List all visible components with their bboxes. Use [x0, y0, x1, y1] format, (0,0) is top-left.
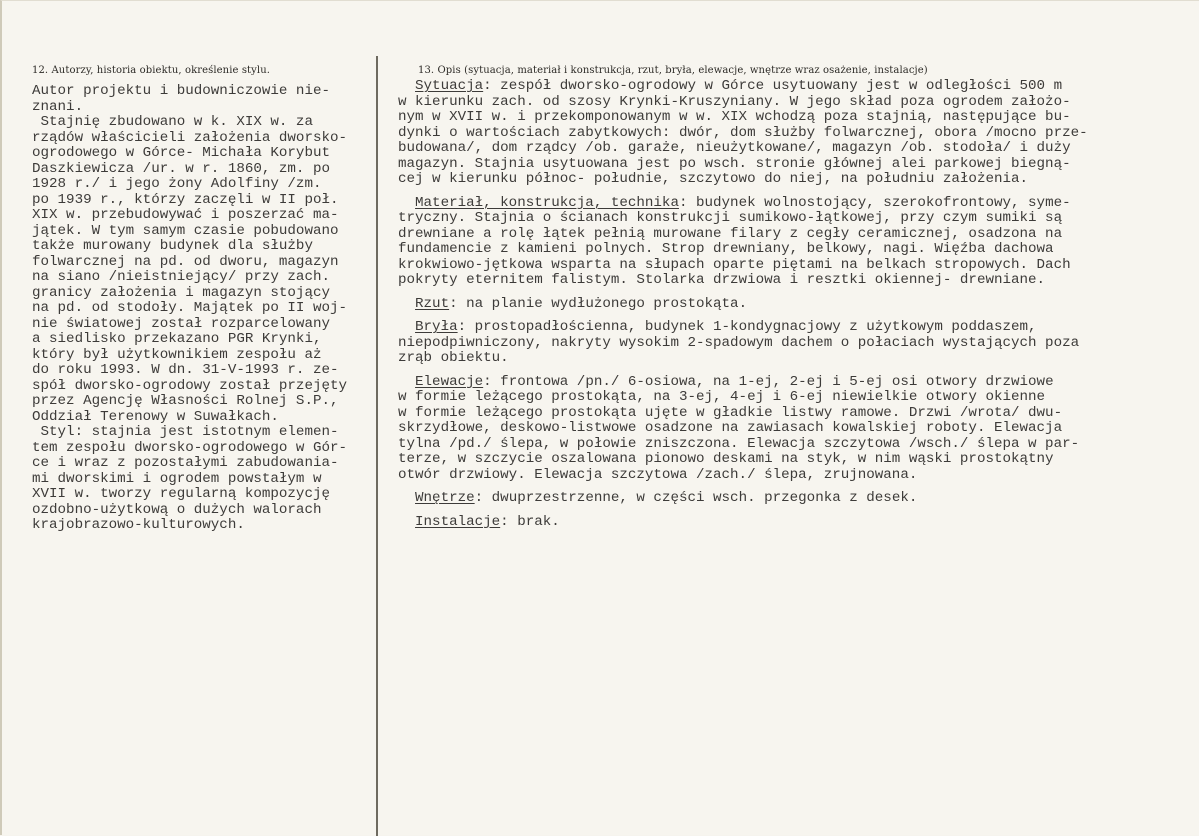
description-text-block [398, 79, 1088, 530]
history-text-line: Styl: stajnia jest istotnym elemen- [32, 424, 339, 440]
history-text-line: krajobrazowo-kulturowych. [32, 517, 245, 533]
paragraph-first-line [398, 196, 1088, 212]
history-text-line: na siano /nieistniejący/ przy zach. [32, 269, 330, 285]
paragraph-first-line-text: : budynek wolnostojący, szerokofrontowy, syme- [678, 194, 1071, 211]
paragraph-label: Wnętrze [415, 490, 475, 506]
description-text-line: w formie leżącego prostokąta ujęte w gładkie listwy ramowe. Drzwi /wrota/ dwu- [398, 404, 1063, 421]
paragraph-label: Elewacje [415, 373, 484, 390]
history-text-line: przez Agencję Własności Rolnej S.P., [32, 393, 339, 409]
history-text-line: znani. [32, 98, 84, 115]
history-text-line: jątek. W tym samym czasie pobudowano [32, 222, 339, 239]
description-text-line: otwór drzwiowy. Elewacja szczytowa /zach./ ślepa, zrujnowana. [398, 466, 918, 483]
history-text-line: Stajnię zbudowano w k. XIX w. za [32, 114, 313, 130]
description-text-line: pokryty eternitem falistym. Stolarka drzwiowa i resztki okiennej- drewniane. [398, 272, 1046, 288]
description-paragraph [398, 320, 1088, 367]
paragraph-first-line-text: : zespół dworsko-ogrodowy w Górce usytuowany jest w odległości 500 m [483, 78, 1063, 94]
paragraph-first-line-text: : dwuprzestrzenne, w części wsch. przegonka z desek. [474, 490, 918, 506]
history-text-line: tem zespołu dworsko-ogrodowego w Gór- [32, 439, 348, 456]
history-text-line: ogrodowego w Górce- Michała Korybut [32, 145, 330, 161]
section-13-header: 13. Opis (sytuacja, materiał i konstrukcja, rzut, bryła, elewacje, wnętrze wraz osażenie, instalacje) [418, 65, 928, 76]
description-text-line: w formie leżącego prostokąta, na 3-ej, 4-ej i 6-ej niewielkie otwory okienne [398, 389, 1046, 405]
history-text-line: 1928 r./ i jego żony Adolfiny /zm. [32, 176, 322, 192]
history-text-line: nie światowej został rozparcelowany [32, 315, 330, 332]
description-text-line: krokwiowo-jętkowa wsparta na słupach oparte piętami na belkach stropowych. Dach [398, 256, 1071, 273]
description-text-line: nym w XVII w. i przekomponowanym w w. XIX wchodzą poza stajnią, następujące bu- [398, 109, 1071, 125]
paragraph-label: Bryła [415, 319, 458, 335]
description-text-line: terze, w szczycie oszalowana pionowo deskami na styk, w nim wąski prostokątny [398, 451, 1054, 467]
paragraph-first-line-text: : prostopadłościenna, budynek 1-kondygnacjowy z użytkowym poddaszem, [457, 319, 1037, 335]
paragraph-first-line-text: : brak. [500, 513, 560, 530]
description-text-line: tryczny. Stajnia o ścianach konstrukcji sumikowo-łątkowej, przy czym sumiki są [398, 210, 1063, 226]
description-text-line: skrzydłowe, deskowo-listwowe osadzone na zawiasach kowalskiej roboty. Elewacja [398, 420, 1063, 436]
description-text-line: drewniane a rolę łątek pełnią murowane filary z cegły ceramicznej, osadzona na [398, 225, 1063, 242]
history-text-line: Oddział Terenowy w Suwałkach. [32, 408, 279, 425]
description-text-line: fundamencie z kamieni polnych. Strop drewniany, belkowy, nagi. Więźba dachowa [398, 241, 1054, 257]
history-text-line: mi dworskimi i ogrodem powstałym w [32, 470, 322, 487]
description-text-line: zrąb obiektu. [398, 350, 509, 366]
description-text-line: w kierunku zach. od szosy Krynki-Kruszyniany. W jego skład poza ogrodem założo- [398, 93, 1071, 110]
paragraph-label: Instalacje [415, 513, 501, 530]
paragraph-label: Sytuacja [415, 78, 484, 94]
history-text-line: ozdobno-użytkową o dużych walorach [32, 501, 322, 518]
history-text-line: do roku 1993. W dn. 31-V-1993 r. ze- [32, 362, 339, 378]
description-paragraph [398, 196, 1088, 289]
history-text-line: Autor projektu i budowniczowie nie- [32, 83, 330, 99]
history-text-line: a siedlisko przekazano PGR Krynki, [32, 331, 322, 347]
section-12-header: 12. Autorzy, historia obiektu, określenie stylu. [32, 65, 271, 76]
history-text-line: XIX w. przebudowywać i poszerzać ma- [32, 207, 339, 223]
history-text-line: folwarcznej na pd. od dworu, magazyn [32, 253, 339, 270]
description-text-line: cej w kierunku północ- południe, szczytowo do niej, na południu założenia. [398, 171, 1029, 187]
description-text-line: niepodpiwniczony, nakryty wysokim 2-spadowym dachem o połaciach wystających poza [398, 334, 1080, 351]
paragraph-first-line [398, 297, 1088, 313]
history-text-line: rządów właścicieli założenia dworsko- [32, 129, 348, 146]
paragraph-first-line [398, 79, 1088, 95]
description-text-line: magazyn. Stajnia usytuowana jest po wsch. stronie głównej alei parkowej biegną- [398, 155, 1071, 172]
description-text-line: dynki o wartościach zabytkowych: dwór, dom służby folwarcznej, obora /mocno prze- [398, 124, 1088, 141]
description-paragraph [398, 297, 1088, 313]
paragraph-first-line [398, 375, 1088, 391]
description-paragraph [398, 79, 1088, 188]
description-paragraph [398, 375, 1088, 484]
history-text-line: także murowany budynek dla służby [32, 238, 313, 254]
history-text-line: który był użytkownikiem zespołu aż [32, 346, 322, 363]
history-text-line: spół dworsko-ogrodowy został przejęty [32, 377, 348, 394]
history-text-block [32, 84, 347, 534]
description-paragraph [398, 491, 1088, 507]
history-text-line: granicy założenia i magazyn stojący [32, 284, 330, 301]
history-text-line: ce i wraz z pozostałymi zabudowania- [32, 455, 339, 471]
description-text-line: tylna /pd./ ślepa, w połowie zniszczona. Elewacja szczytowa /wsch./ ślepa w par- [398, 435, 1080, 452]
paragraph-first-line [398, 320, 1088, 336]
description-text-line: budowana/, dom rządcy /ob. garaże, nieużytkowane/, magazyn /ob. stodoła/ i duży [398, 140, 1071, 156]
paragraph-first-line [398, 491, 1088, 507]
history-text-line: na pd. od stodoły. Majątek po II woj- [32, 300, 348, 316]
paragraph-first-line-text: : na planie wydłużonego prostokąta. [449, 295, 748, 312]
paragraph-label: Rzut [415, 295, 450, 312]
history-text-line: Daszkiewicza /ur. w r. 1860, zm. po [32, 160, 330, 177]
column-divider [376, 56, 378, 836]
description-paragraph [398, 515, 1088, 531]
paragraph-first-line-text: : frontowa /pn./ 6-osiowa, na 1-ej, 2-ej i 5-ej osi otwory drzwiowe [483, 373, 1054, 390]
history-text-line: po 1939 r., którzy zaczęli w II poł. [32, 191, 339, 208]
paragraph-first-line [398, 515, 1088, 531]
paragraph-label: Materiał, konstrukcja, technika [415, 194, 679, 211]
history-text-line: XVII w. tworzy regularną kompozycję [32, 486, 330, 502]
